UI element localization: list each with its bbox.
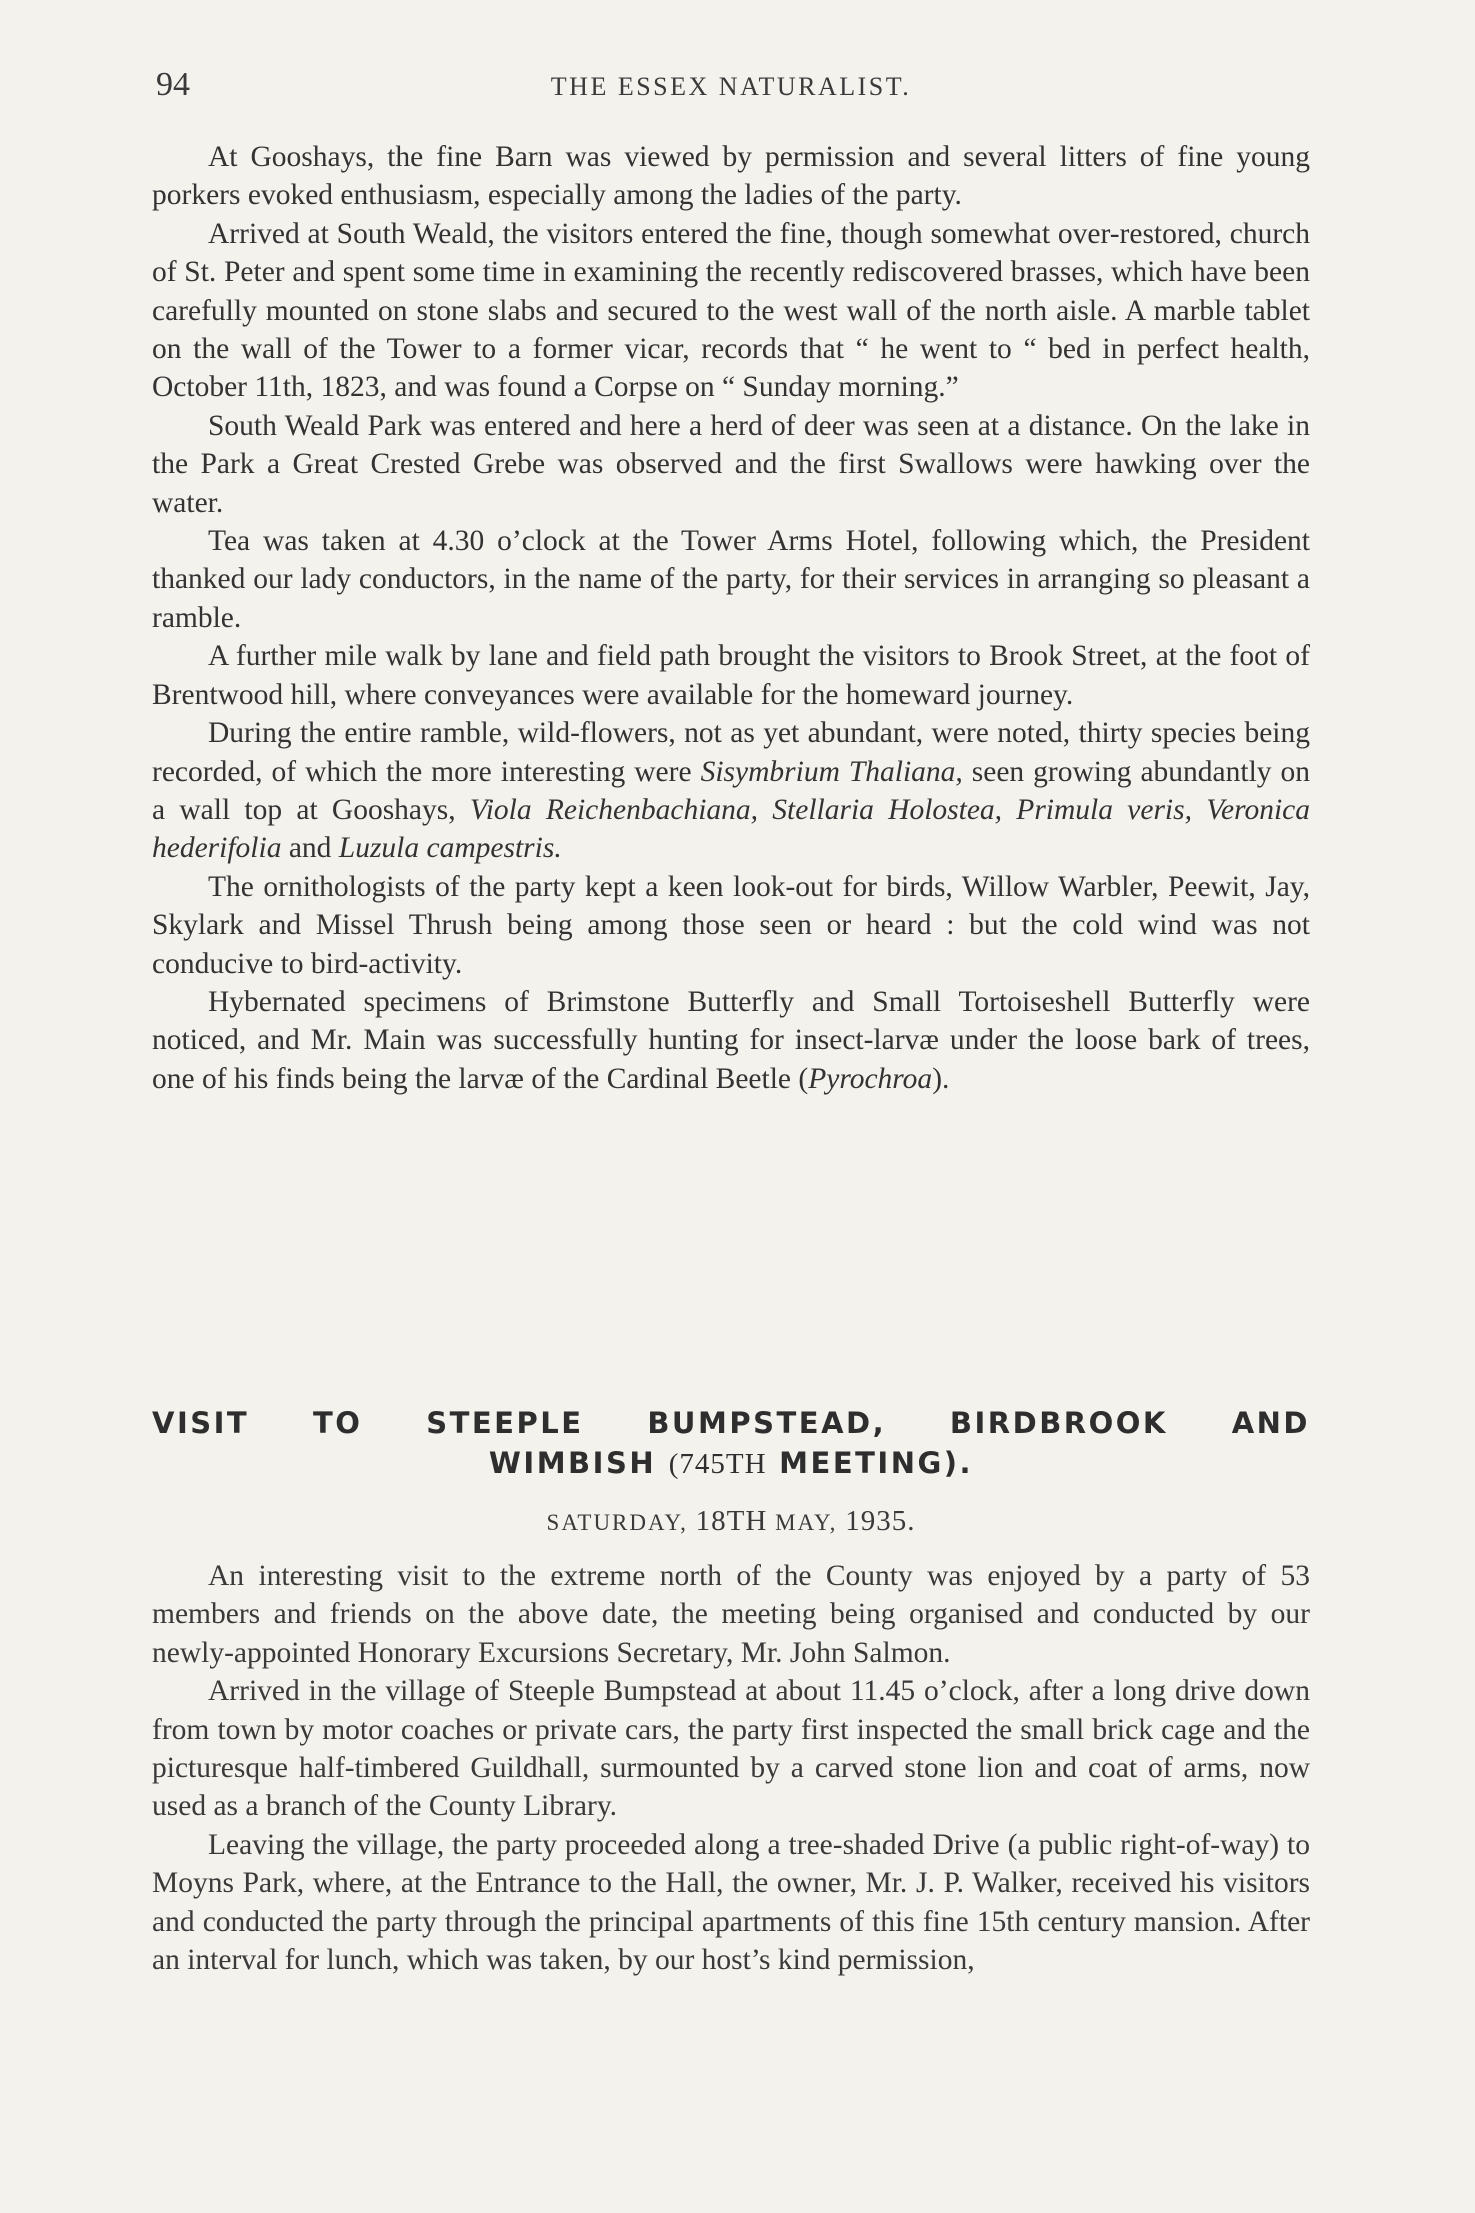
paragraph-moyns-park: Leaving the village, the party proceeded along a tree-shaded Drive (a public right-of-way) to Moyns Park, where, at the Entrance to the Hall, the owner, Mr. J. P. Walker, received his visitors and conducted the party through the principal apartments of this fine 15th century mansion. After an interval for lunch, which was taken, by our host’s kind permission, [152, 1828, 1310, 1977]
species-luzula: Luzula campestris. [338, 832, 562, 865]
butterflies-text-a: Hybernated specimens of Brimstone Butterfly and Small Tortoiseshell Butterfly were noticed, and Mr. Main was successfully hunting for insect-larvæ under the loose bark of trees, one of his finds being the larvæ of the Cardinal Beetle ( [152, 985, 1310, 1095]
paragraph-steeple-bumpstead: Arrived in the village of Steeple Bumpstead at about 11.45 o’clock, after a long drive down from town by motor coaches or private cars, the party first inspected the small brick cage and the picturesque half-timbered Guildhall, surmounted by a carved stone lion and coat of arms, now used as a branch of the County Library. [152, 1675, 1310, 1823]
paragraph-wild-flowers [152, 714, 1310, 868]
paragraph-intro: An interesting visit to the extreme north of the County was enjoyed by a party of 53 members and friends on the above date, the meeting being organised and conducted by our newly-appointed Honorary Excursions Secretary, Mr. John Salmon. [152, 1560, 1310, 1669]
paragraph-south-weald-church: Arrived at South Weald, the visitors entered the fine, though somewhat over-restored, church of St. Peter and spent some time in examining the recently rediscovered brasses, which have been carefully mounted on stone slabs and secured to the west wall of the north aisle. A marble tablet on the wall of the Tower to a former vicar, records that “ he went to “ bed in perfect health, October 11th, 1823, and was found a Corpse on “ Sunday morning.” [152, 217, 1310, 404]
section-title [152, 1403, 1310, 1484]
page-number: 94 [156, 66, 190, 103]
species-list: Viola Reichenbachiana, Stellaria Holostea, Primula veris, Veronica hederifolia [152, 793, 1310, 865]
visit-report [152, 1557, 1310, 1979]
ramble-report [152, 138, 1310, 1098]
butterflies-text-b: ). [932, 1062, 950, 1095]
date-day: 18TH [695, 1505, 768, 1537]
title-word: TO [312, 1406, 363, 1440]
page-header [152, 66, 1310, 116]
wild-flowers-text-c: and [288, 832, 332, 865]
meeting-date [152, 1505, 1310, 1538]
section-title-line-2 [152, 1443, 1310, 1484]
title-word: WIMBISH [488, 1446, 657, 1480]
paragraph-gooshays: At Gooshays, the fine Barn was viewed by permission and several litters of fine young porkers evoked enthusiasm, especially among the ladies of the party. [152, 141, 1310, 212]
title-word: VISIT [152, 1406, 250, 1440]
date-weekday: SATURDAY, [546, 1510, 688, 1535]
species-sisymbrium: Sisymbrium Thaliana, [700, 755, 963, 788]
date-month: MAY, [775, 1510, 838, 1535]
title-word: STEEPLE [426, 1406, 584, 1440]
section-title-line-1 [152, 1403, 1310, 1443]
paragraph-butterflies [152, 983, 1310, 1098]
paragraph-brook-street: A further mile walk by lane and field path brought the visitors to Brook Street, at the foot of Brentwood hill, where conveyances were available for the homeward journey. [152, 640, 1310, 711]
paragraph-ornithologists: The ornithologists of the party kept a keen look-out for birds, Willow Warbler, Peewit, Jay, Skylark and Missel Thrush being among those seen or heard : but the cold wind was not conducive to bird-activity. [152, 870, 1310, 980]
running-head: THE ESSEX NATURALIST. [550, 72, 912, 101]
meeting-number: (745TH [668, 1448, 767, 1480]
paragraph-tea: Tea was taken at 4.30 o’clock at the Tower Arms Hotel, following which, the President thanked our lady conductors, in the name of the party, for their services in arranging so pleasant a ramble. [152, 525, 1310, 634]
paragraph-south-weald-park: South Weald Park was entered and here a herd of deer was seen at a distance. On the lake in the Park a Great Crested Grebe was observed and the first Swallows were hawking over the water. [152, 409, 1310, 519]
title-word: BUMPSTEAD, [647, 1406, 887, 1440]
date-year: 1935. [845, 1505, 916, 1537]
species-pyrochroa: Pyrochroa [808, 1062, 933, 1095]
title-word: MEETING). [779, 1446, 974, 1480]
title-word: BIRDBROOK [949, 1406, 1168, 1440]
wild-flowers-text-a: During the entire ramble, wild-flowers, not as yet abundant, were noted, thirty species being recorded, of which the more interesting were [152, 717, 1310, 788]
title-word: AND [1231, 1406, 1310, 1440]
wild-flowers-text-b: seen growing abundantly on a wall top at Gooshays, [152, 755, 1311, 826]
